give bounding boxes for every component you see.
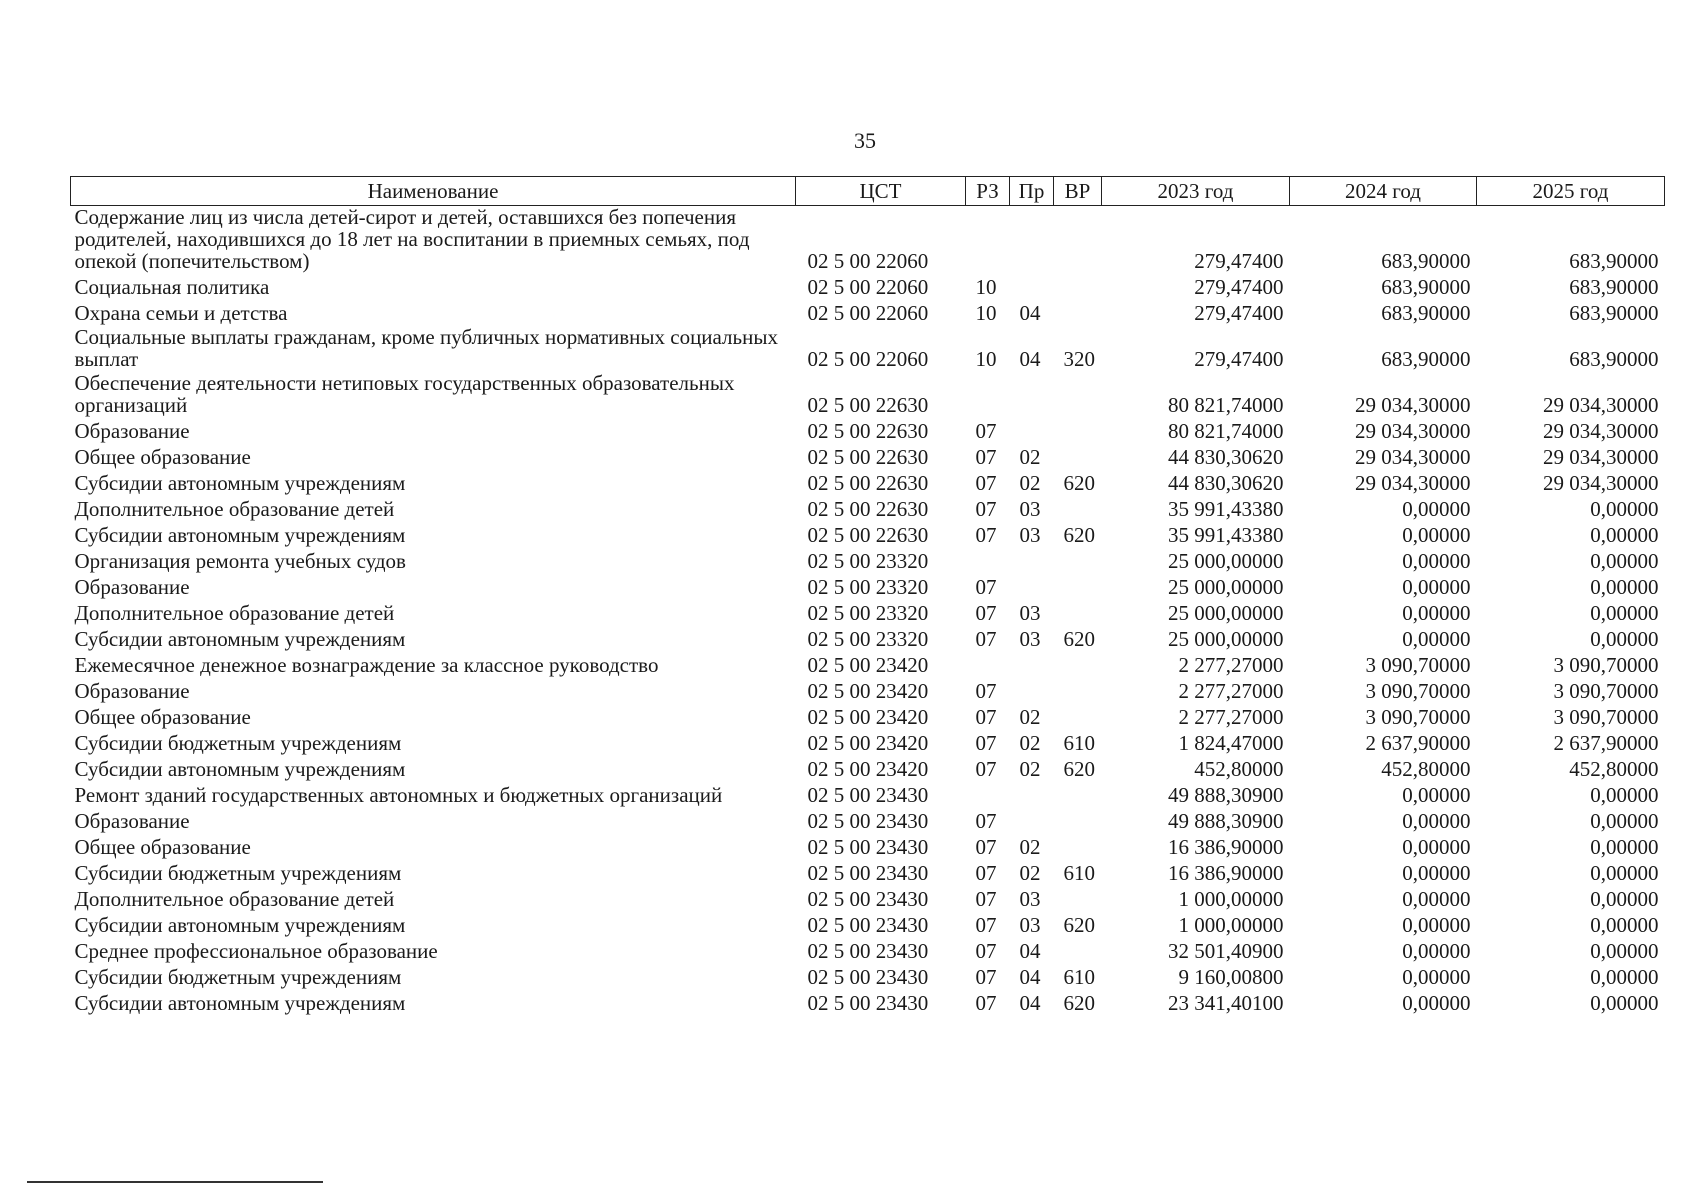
row-vr: 620 [1063, 757, 1095, 781]
row-2025: 0,00000 [1590, 913, 1659, 937]
table-row [71, 548, 1665, 574]
row-cst: 02 5 00 22060 [807, 249, 929, 273]
row-vr [1054, 444, 1102, 470]
row-2023: 1 824,47000 [1178, 731, 1284, 755]
row-rz: 07 [975, 523, 997, 547]
row-2025: 29 034,30000 [1543, 445, 1659, 469]
row-2024: 683,90000 [1381, 347, 1471, 371]
row-2024: 0,00000 [1402, 913, 1471, 937]
row-rz: 07 [975, 991, 997, 1015]
row-2023: 25 000,00000 [1168, 575, 1284, 599]
row-pr [1010, 418, 1054, 444]
row-name: Субсидии бюджетным учреждениям [74, 861, 402, 885]
row-cst: 02 5 00 22630 [807, 497, 929, 521]
page-number: 35 [854, 128, 876, 153]
row-vr: 610 [1063, 965, 1095, 989]
row-2025: 452,80000 [1569, 757, 1659, 781]
table-body [71, 206, 1665, 1017]
row-pr [1010, 548, 1054, 574]
row-vr [1054, 600, 1102, 626]
row-2023: 25 000,00000 [1168, 601, 1284, 625]
row-2025: 0,00000 [1590, 887, 1659, 911]
row-2023: 16 386,90000 [1168, 835, 1284, 859]
row-2025: 29 034,30000 [1543, 419, 1659, 443]
row-cst: 02 5 00 23320 [807, 601, 929, 625]
row-pr: 03 [1019, 523, 1041, 547]
row-cst: 02 5 00 22060 [807, 275, 929, 299]
row-cst: 02 5 00 22630 [807, 445, 929, 469]
row-pr: 04 [1019, 965, 1041, 989]
row-pr: 04 [1019, 939, 1041, 963]
row-rz: 07 [975, 419, 997, 443]
row-rz: 07 [975, 679, 997, 703]
table-header-row [71, 177, 1665, 206]
row-2025: 29 034,30000 [1543, 471, 1659, 495]
row-name: Содержание лиц из числа детей-сирот и детей, оставшихся без попечения родителей, находившихся до 18 лет на воспитании в приемных семьях, под опекой (попечительством) [74, 205, 750, 273]
row-vr [1054, 704, 1102, 730]
header-2024: 2024 год [1290, 177, 1477, 206]
row-2025: 0,00000 [1590, 549, 1659, 573]
row-2024: 683,90000 [1381, 301, 1471, 325]
row-name: Ежемесячное денежное вознаграждение за классное руководство [74, 653, 659, 677]
row-2023: 452,80000 [1194, 757, 1284, 781]
row-2025: 0,00000 [1590, 575, 1659, 599]
row-2023: 23 341,40100 [1168, 991, 1284, 1015]
row-2023: 35 991,43380 [1168, 523, 1284, 547]
row-2023: 2 277,27000 [1178, 653, 1284, 677]
row-vr: 610 [1063, 861, 1095, 885]
row-cst: 02 5 00 23420 [807, 705, 929, 729]
table-row [71, 938, 1665, 964]
row-rz: 07 [975, 835, 997, 859]
row-2025: 683,90000 [1569, 275, 1659, 299]
row-pr: 02 [1019, 835, 1041, 859]
row-2023: 279,47400 [1194, 275, 1284, 299]
row-cst: 02 5 00 23430 [807, 991, 929, 1015]
row-pr: 03 [1019, 913, 1041, 937]
table-row [71, 834, 1665, 860]
header-name: Наименование [71, 177, 796, 206]
row-pr [1010, 808, 1054, 834]
row-rz: 07 [975, 731, 997, 755]
row-pr: 04 [1019, 301, 1041, 325]
row-2025: 3 090,70000 [1553, 653, 1659, 677]
row-2024: 0,00000 [1402, 809, 1471, 833]
row-vr [1054, 274, 1102, 300]
row-2025: 0,00000 [1590, 523, 1659, 547]
table-row [71, 782, 1665, 808]
row-cst: 02 5 00 23420 [807, 679, 929, 703]
table-row [71, 964, 1665, 990]
row-name: Образование [74, 809, 190, 833]
row-2025: 0,00000 [1590, 497, 1659, 521]
table-row [71, 600, 1665, 626]
row-2024: 0,00000 [1402, 861, 1471, 885]
row-2024: 0,00000 [1402, 783, 1471, 807]
row-cst: 02 5 00 22630 [807, 523, 929, 547]
row-vr [1054, 372, 1102, 418]
row-cst: 02 5 00 22630 [807, 393, 929, 417]
row-vr: 620 [1063, 627, 1095, 651]
row-2025: 0,00000 [1590, 601, 1659, 625]
row-name: Общее образование [74, 445, 251, 469]
row-rz [966, 206, 1010, 275]
table-row [71, 522, 1665, 548]
row-cst: 02 5 00 23420 [807, 757, 929, 781]
row-vr [1054, 938, 1102, 964]
row-pr [1010, 206, 1054, 275]
row-cst: 02 5 00 23320 [807, 549, 929, 573]
row-2024: 683,90000 [1381, 249, 1471, 273]
row-name: Субсидии автономным учреждениям [74, 991, 406, 1015]
row-vr: 620 [1063, 913, 1095, 937]
row-2025: 0,00000 [1590, 861, 1659, 885]
row-name: Субсидии автономным учреждениям [74, 471, 406, 495]
row-cst: 02 5 00 23320 [807, 575, 929, 599]
table-row [71, 652, 1665, 678]
row-2023: 279,47400 [1194, 249, 1284, 273]
row-name: Дополнительное образование детей [74, 887, 395, 911]
row-2024: 683,90000 [1381, 275, 1471, 299]
row-name: Охрана семьи и детства [74, 301, 288, 325]
row-cst: 02 5 00 22630 [807, 471, 929, 495]
row-rz [966, 548, 1010, 574]
table-row [71, 300, 1665, 326]
row-2025: 0,00000 [1590, 991, 1659, 1015]
row-2024: 0,00000 [1402, 887, 1471, 911]
row-cst: 02 5 00 23420 [807, 653, 929, 677]
header-2025: 2025 год [1477, 177, 1665, 206]
row-2023: 80 821,74000 [1168, 393, 1284, 417]
row-vr [1054, 548, 1102, 574]
row-2024: 0,00000 [1402, 991, 1471, 1015]
row-name: Дополнительное образование детей [74, 601, 395, 625]
row-pr: 02 [1019, 445, 1041, 469]
row-pr: 02 [1019, 861, 1041, 885]
row-vr: 620 [1063, 471, 1095, 495]
row-pr: 02 [1019, 757, 1041, 781]
row-2023: 44 830,30620 [1168, 471, 1284, 495]
row-cst: 02 5 00 23320 [807, 627, 929, 651]
table-row [71, 326, 1665, 372]
row-2025: 0,00000 [1590, 939, 1659, 963]
row-cst: 02 5 00 23430 [807, 861, 929, 885]
row-vr [1054, 834, 1102, 860]
row-2023: 80 821,74000 [1168, 419, 1284, 443]
row-name: Субсидии бюджетным учреждениям [74, 731, 402, 755]
row-rz [966, 782, 1010, 808]
row-2025: 683,90000 [1569, 249, 1659, 273]
table-row [71, 704, 1665, 730]
row-cst: 02 5 00 23430 [807, 809, 929, 833]
row-rz: 10 [975, 275, 997, 299]
row-pr [1010, 652, 1054, 678]
row-2024: 29 034,30000 [1355, 471, 1471, 495]
row-2023: 1 000,00000 [1178, 913, 1284, 937]
row-2024: 3 090,70000 [1365, 679, 1471, 703]
row-vr [1054, 652, 1102, 678]
row-2024: 0,00000 [1402, 549, 1471, 573]
row-2024: 29 034,30000 [1355, 419, 1471, 443]
table-row [71, 418, 1665, 444]
row-name: Образование [74, 575, 190, 599]
row-2023: 2 277,27000 [1178, 705, 1284, 729]
table-row [71, 678, 1665, 704]
row-cst: 02 5 00 22630 [807, 419, 929, 443]
table-row [71, 372, 1665, 418]
row-2023: 35 991,43380 [1168, 497, 1284, 521]
row-cst: 02 5 00 22060 [807, 347, 929, 371]
row-vr [1054, 300, 1102, 326]
table-row [71, 990, 1665, 1016]
row-2024: 3 090,70000 [1365, 653, 1471, 677]
row-rz: 07 [975, 809, 997, 833]
table-row [71, 808, 1665, 834]
row-pr [1010, 574, 1054, 600]
table-row [71, 574, 1665, 600]
row-rz: 07 [975, 861, 997, 885]
row-2023: 16 386,90000 [1168, 861, 1284, 885]
row-rz: 07 [975, 471, 997, 495]
row-2023: 9 160,00800 [1178, 965, 1284, 989]
row-2024: 0,00000 [1402, 601, 1471, 625]
row-vr: 620 [1063, 523, 1095, 547]
row-2023: 49 888,30900 [1168, 809, 1284, 833]
row-name: Социальные выплаты гражданам, кроме публичных нормативных социальных выплат [74, 325, 778, 371]
row-cst: 02 5 00 23430 [807, 913, 929, 937]
row-rz: 07 [975, 913, 997, 937]
row-name: Общее образование [74, 705, 251, 729]
row-name: Дополнительное образование детей [74, 497, 395, 521]
row-rz: 07 [975, 705, 997, 729]
row-vr [1054, 206, 1102, 275]
row-cst: 02 5 00 23430 [807, 965, 929, 989]
row-pr: 03 [1019, 887, 1041, 911]
row-rz: 07 [975, 497, 997, 521]
row-vr [1054, 678, 1102, 704]
row-name: Организация ремонта учебных судов [74, 549, 406, 573]
budget-table [70, 176, 1665, 1016]
row-cst: 02 5 00 23430 [807, 783, 929, 807]
header-2023: 2023 год [1102, 177, 1290, 206]
row-2023: 279,47400 [1194, 347, 1284, 371]
row-pr [1010, 372, 1054, 418]
row-rz: 07 [975, 445, 997, 469]
row-2023: 25 000,00000 [1168, 549, 1284, 573]
row-vr [1054, 496, 1102, 522]
table-row [71, 626, 1665, 652]
row-name: Социальная политика [74, 275, 270, 299]
row-name: Образование [74, 679, 190, 703]
row-pr: 02 [1019, 471, 1041, 495]
row-cst: 02 5 00 23430 [807, 939, 929, 963]
row-rz [966, 372, 1010, 418]
row-2025: 2 637,90000 [1553, 731, 1659, 755]
footer-rule [27, 1181, 323, 1183]
row-2023: 25 000,00000 [1168, 627, 1284, 651]
row-rz: 07 [975, 965, 997, 989]
row-pr: 04 [1019, 347, 1041, 371]
row-2025: 683,90000 [1569, 301, 1659, 325]
table-row [71, 756, 1665, 782]
table-row [71, 860, 1665, 886]
table-row [71, 912, 1665, 938]
row-vr: 320 [1063, 347, 1095, 371]
row-2023: 32 501,40900 [1168, 939, 1284, 963]
row-vr: 610 [1063, 731, 1095, 755]
table-row [71, 886, 1665, 912]
header-cst: ЦСТ [796, 177, 966, 206]
row-name: Субсидии автономным учреждениям [74, 627, 406, 651]
row-vr [1054, 808, 1102, 834]
row-rz: 10 [975, 301, 997, 325]
row-name: Субсидии бюджетным учреждениям [74, 965, 402, 989]
row-name: Субсидии автономным учреждениям [74, 757, 406, 781]
table-row [71, 470, 1665, 496]
row-rz: 07 [975, 575, 997, 599]
row-2024: 0,00000 [1402, 835, 1471, 859]
row-2023: 279,47400 [1194, 301, 1284, 325]
table-row [71, 444, 1665, 470]
row-2024: 0,00000 [1402, 523, 1471, 547]
row-cst: 02 5 00 22060 [807, 301, 929, 325]
row-2023: 1 000,00000 [1178, 887, 1284, 911]
row-2025: 0,00000 [1590, 809, 1659, 833]
row-rz: 07 [975, 939, 997, 963]
row-pr [1010, 782, 1054, 808]
row-2024: 0,00000 [1402, 497, 1471, 521]
row-rz: 07 [975, 601, 997, 625]
row-2024: 452,80000 [1381, 757, 1471, 781]
row-rz: 10 [975, 347, 997, 371]
row-name: Образование [74, 419, 190, 443]
row-vr [1054, 886, 1102, 912]
row-2025: 3 090,70000 [1553, 679, 1659, 703]
row-rz [966, 652, 1010, 678]
row-vr [1054, 782, 1102, 808]
row-name: Ремонт зданий государственных автономных и бюджетных организаций [74, 783, 723, 807]
row-2024: 0,00000 [1402, 627, 1471, 651]
row-2024: 2 637,90000 [1365, 731, 1471, 755]
row-2025: 0,00000 [1590, 835, 1659, 859]
row-2025: 0,00000 [1590, 627, 1659, 651]
row-2025: 0,00000 [1590, 965, 1659, 989]
row-rz: 07 [975, 627, 997, 651]
row-name: Обеспечение деятельности нетиповых государственных образовательных организаций [74, 371, 735, 417]
row-2024: 0,00000 [1402, 575, 1471, 599]
row-2024: 3 090,70000 [1365, 705, 1471, 729]
row-name: Субсидии автономным учреждениям [74, 523, 406, 547]
row-2025: 29 034,30000 [1543, 393, 1659, 417]
row-cst: 02 5 00 23430 [807, 835, 929, 859]
row-pr: 02 [1019, 731, 1041, 755]
row-pr: 03 [1019, 497, 1041, 521]
row-vr: 620 [1063, 991, 1095, 1015]
row-pr: 02 [1019, 705, 1041, 729]
row-2025: 683,90000 [1569, 347, 1659, 371]
header-pr: Пр [1010, 177, 1054, 206]
row-2024: 0,00000 [1402, 939, 1471, 963]
row-cst: 02 5 00 23420 [807, 731, 929, 755]
row-pr: 03 [1019, 601, 1041, 625]
row-name: Общее образование [74, 835, 251, 859]
table-row [71, 730, 1665, 756]
row-2024: 0,00000 [1402, 965, 1471, 989]
row-vr [1054, 418, 1102, 444]
row-vr [1054, 574, 1102, 600]
row-2024: 29 034,30000 [1355, 445, 1471, 469]
row-pr [1010, 274, 1054, 300]
row-cst: 02 5 00 23430 [807, 887, 929, 911]
row-rz: 07 [975, 757, 997, 781]
row-2024: 29 034,30000 [1355, 393, 1471, 417]
row-2023: 44 830,30620 [1168, 445, 1284, 469]
header-vr: ВР [1054, 177, 1102, 206]
row-name: Субсидии автономным учреждениям [74, 913, 406, 937]
row-2025: 3 090,70000 [1553, 705, 1659, 729]
row-2023: 2 277,27000 [1178, 679, 1284, 703]
row-2025: 0,00000 [1590, 783, 1659, 807]
row-pr: 03 [1019, 627, 1041, 651]
row-rz: 07 [975, 887, 997, 911]
table-row [71, 206, 1665, 275]
header-rz: РЗ [966, 177, 1010, 206]
table-row [71, 274, 1665, 300]
row-pr: 04 [1019, 991, 1041, 1015]
row-name: Среднее профессиональное образование [74, 939, 438, 963]
row-pr [1010, 678, 1054, 704]
table-row [71, 496, 1665, 522]
row-2023: 49 888,30900 [1168, 783, 1284, 807]
